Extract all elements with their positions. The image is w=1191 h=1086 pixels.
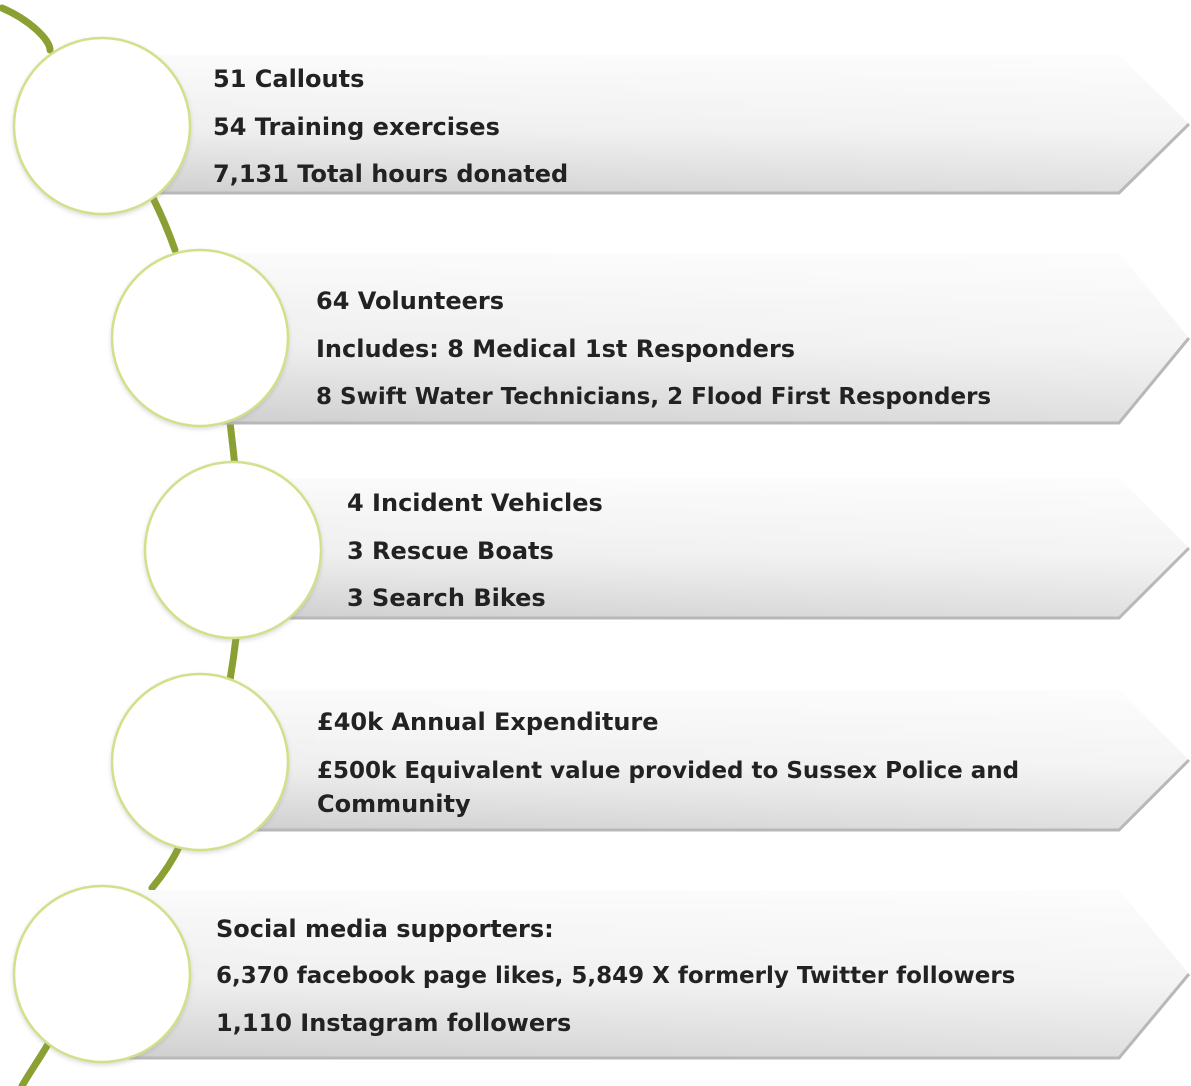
stat-line: Community — [317, 790, 471, 818]
timeline-row — [14, 886, 1189, 1062]
stat-line: 6,370 facebook page likes, 5,849 X formerly Twitter followers — [216, 963, 1016, 989]
stat-line: 3 Rescue Boats — [347, 537, 554, 565]
timeline-row — [14, 38, 1189, 214]
stat-line: 1,110 Instagram followers — [216, 1009, 572, 1037]
timeline-circle — [145, 462, 321, 638]
stat-line: 3 Search Bikes — [347, 584, 546, 612]
stat-line: Social media supporters: — [216, 915, 554, 943]
timeline-row — [145, 462, 1189, 638]
stat-line: 51 Callouts — [213, 65, 365, 93]
timeline-circle — [112, 674, 288, 850]
stat-line: 54 Training exercises — [213, 113, 500, 141]
stat-line: 4 Incident Vehicles — [347, 489, 603, 517]
timeline-circle — [14, 38, 190, 214]
stat-line: 7,131 Total hours donated — [213, 160, 569, 188]
timeline-circle — [14, 886, 190, 1062]
stat-line: £40k Annual Expenditure — [317, 708, 659, 736]
stat-line: 8 Swift Water Technicians, 2 Flood First Responders — [316, 384, 992, 410]
stat-line: £500k Equivalent value provided to Sussex Police and — [317, 758, 1020, 784]
timeline-circle — [112, 250, 288, 426]
timeline-row — [112, 674, 1189, 850]
stat-line: 64 Volunteers — [316, 287, 505, 315]
stat-line: Includes: 8 Medical 1st Responders — [316, 335, 796, 363]
timeline-row — [112, 250, 1189, 426]
